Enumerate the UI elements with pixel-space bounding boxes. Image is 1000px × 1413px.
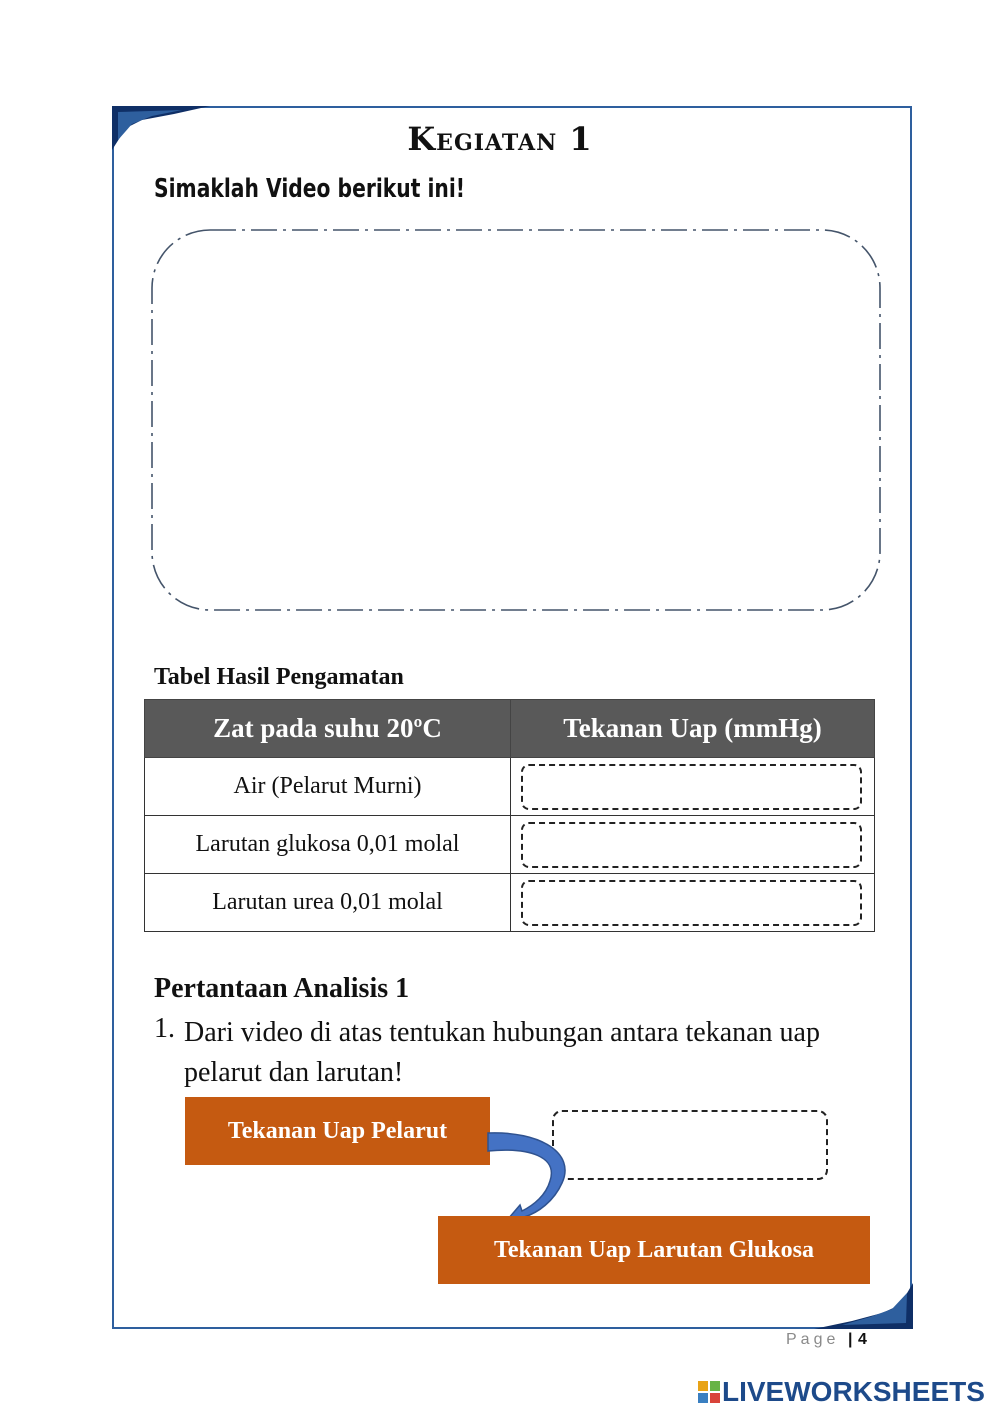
bottom-right-corner-ornament xyxy=(812,1283,913,1330)
page-title: Kegiatan 1 xyxy=(407,120,593,158)
solution-pressure-box xyxy=(438,1216,870,1284)
substance-cell: Air (Pelarut Murni) xyxy=(145,758,511,816)
pressure-cell xyxy=(511,816,875,874)
solvent-pressure-label: Tekanan Uap Pelarut xyxy=(227,1117,448,1144)
pressure-answer-input[interactable] xyxy=(521,880,862,926)
question-heading: Pertantaan Analisis 1 xyxy=(154,973,410,1004)
question-text: Dari video di atas tentukan hubungan antara tekanan uap pelarut dan larutan! xyxy=(184,1017,820,1088)
table-title: Tabel Hasil Pengamatan xyxy=(154,664,404,690)
pressure-answer-input[interactable] xyxy=(521,764,862,810)
observation-table xyxy=(144,699,875,932)
instruction-text: Simaklah Video berikut ini! xyxy=(154,174,466,204)
pressure-cell xyxy=(511,758,875,816)
table-row xyxy=(145,816,875,874)
question-number: 1. xyxy=(154,1013,175,1044)
header-vapor-pressure: Tekanan Uap (mmHg) xyxy=(511,700,875,758)
page-number: 4 xyxy=(858,1331,867,1348)
substance-cell: Larutan glukosa 0,01 molal xyxy=(145,816,511,874)
pressure-cell xyxy=(511,874,875,932)
page-separator: | xyxy=(848,1331,853,1348)
solvent-pressure-box xyxy=(185,1097,490,1165)
page-label: Page xyxy=(786,1331,840,1348)
video-placeholder[interactable] xyxy=(148,226,884,616)
brand-text: LIVEWORKSHEETS xyxy=(722,1376,985,1407)
table-row xyxy=(145,758,875,816)
liveworksheets-logo-icon xyxy=(698,1381,720,1403)
solution-pressure-label: Tekanan Uap Larutan Glukosa xyxy=(494,1236,814,1263)
brand-watermark xyxy=(698,1376,985,1408)
substance-cell: Larutan urea 0,01 molal xyxy=(145,874,511,932)
table-row xyxy=(145,874,875,932)
relation-answer-input[interactable] xyxy=(552,1110,828,1180)
header-substance: Zat pada suhu 20ºC xyxy=(145,700,511,758)
table-header-row xyxy=(145,700,875,758)
pressure-answer-input[interactable] xyxy=(521,822,862,868)
